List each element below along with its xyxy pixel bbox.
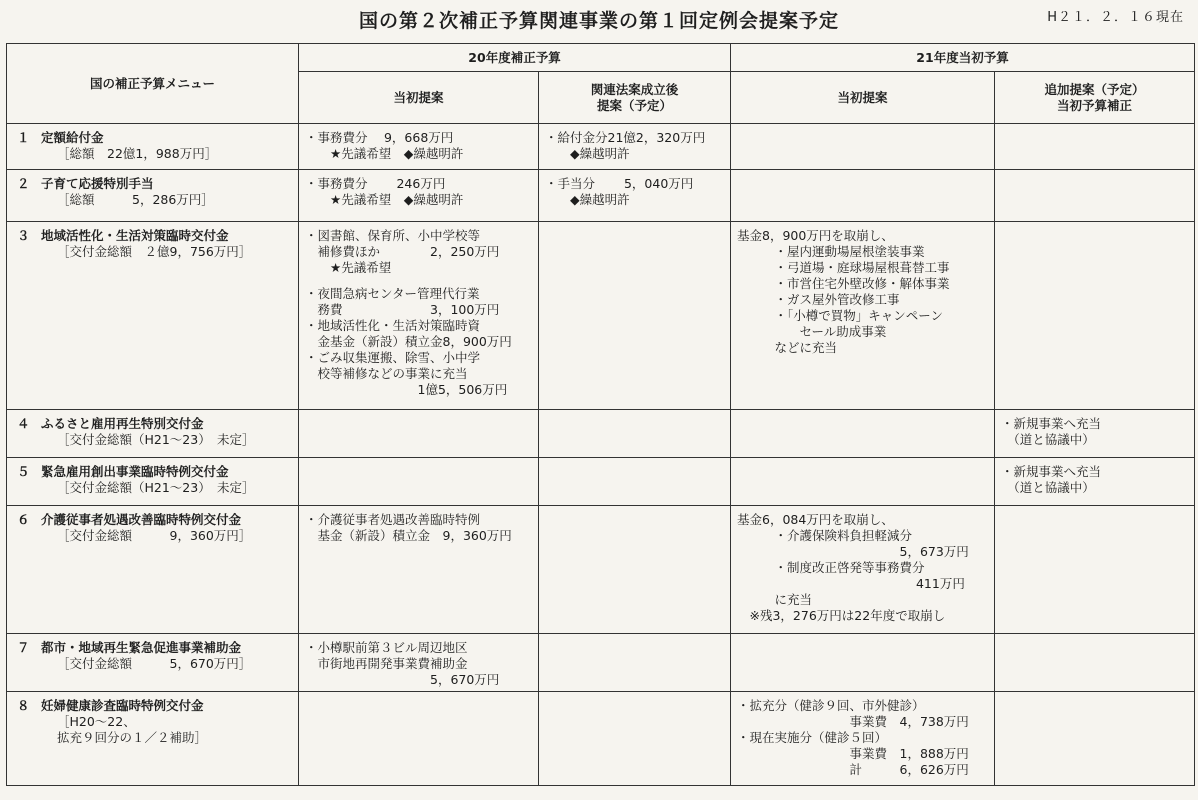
cell-fy21-initial (731, 124, 995, 170)
cell-line: 基金8，900万円を取崩し、 (737, 228, 894, 243)
cell-fy21-initial (731, 222, 995, 410)
cell-line: 基金6，084万円を取崩し、 (737, 512, 894, 527)
item-title: 介護従事者処遇改善臨時特例交付金 (41, 512, 242, 527)
cell-line: などに充当 (737, 340, 838, 355)
cell-fy21-additional (995, 634, 1195, 692)
cell-line: ・市営住宅外壁改修・解体事業 (737, 276, 950, 291)
row-heading (7, 222, 299, 410)
page-title: 国の第２次補正予算関連事業の第１回定例会提案予定 (358, 10, 839, 32)
cell-fy21-initial (731, 634, 995, 692)
cell-fy20-initial (299, 170, 539, 222)
cell-line: 校等補修などの事業に充当 (305, 366, 468, 381)
cell-fy21-additional (995, 458, 1195, 506)
item-number: ２ (17, 176, 30, 191)
cell-line: 事業費 1，888万円 (737, 746, 969, 761)
cell-fy21-additional (995, 222, 1195, 410)
header-line: 追加提案（予定） (1044, 81, 1145, 97)
cell-line: 5，673万円 (737, 544, 969, 559)
header-fy21: 21年度当初予算 (731, 44, 1195, 72)
cell-fy20-after-law (539, 458, 731, 506)
cell-fy20-initial (299, 634, 539, 692)
cell-line: 基金（新設）積立金 9，360万円 (305, 528, 512, 543)
cell-line: 1億5，506万円 (305, 382, 508, 397)
cell-line: 411万円 (737, 576, 965, 591)
header-fy20-initial: 当初提案 (299, 72, 539, 124)
header-fy20: 20年度補正予算 (299, 44, 731, 72)
header-line: 提案（予定） (596, 97, 672, 113)
header-fy20-after-law (539, 72, 731, 124)
cell-line: ◆繰越明許 (545, 192, 630, 207)
cell-fy20-initial (299, 692, 539, 786)
item-budget: ［交付金総額（H21～23） 未定］ (57, 432, 255, 447)
item-title: 地域活性化・生活対策臨時交付金 (41, 228, 229, 243)
cell-line: ★先議希望 ◆繰越明許 (305, 146, 464, 161)
cell-line: （道と協議中） (1001, 480, 1095, 495)
item-title: 妊婦健康診査臨時特例交付金 (41, 698, 204, 713)
header-fy21-additional (995, 72, 1195, 124)
cell-line: ・事務費分 9，668万円 (305, 130, 454, 145)
cell-line: ・拡充分（健診９回、市外健診） (737, 698, 925, 713)
cell-line: ★先議希望 ◆繰越明許 (305, 192, 464, 207)
cell-line (305, 276, 532, 286)
table-row (7, 692, 1195, 786)
cell-line: ・現在実施分（健診５回） (737, 730, 888, 745)
row-heading (7, 170, 299, 222)
row-heading (7, 458, 299, 506)
cell-line: ・屋内運動場屋根塗装事業 (737, 244, 925, 259)
item-number: ３ (17, 228, 30, 243)
item-number: １ (17, 130, 30, 145)
item-title: 子育て応援特別手当 (41, 176, 154, 191)
item-budget: ［交付金総額 ２億9，756万円］ (57, 244, 252, 259)
cell-line: セール助成事業 (737, 324, 887, 339)
cell-line: ・「小樽で買物」キャンペーン (737, 308, 944, 323)
cell-line: ・制度改正啓発等事務費分 (737, 560, 925, 575)
table-row (7, 506, 1195, 634)
cell-fy20-initial (299, 506, 539, 634)
table-row (7, 634, 1195, 692)
header-line: 当初予算補正 (1056, 97, 1132, 113)
cell-fy20-after-law (539, 506, 731, 634)
cell-fy21-initial (731, 506, 995, 634)
item-title: 定額給付金 (41, 130, 104, 145)
item-number: ５ (17, 464, 30, 479)
table-row (7, 170, 1195, 222)
cell-fy20-after-law (539, 692, 731, 786)
header-menu: 国の補正予算メニュー (7, 44, 299, 124)
table-row (7, 458, 1195, 506)
cell-line: ・夜間急病センター管理代行業 (305, 286, 480, 301)
row-heading (7, 124, 299, 170)
item-budget: ［交付金総額（H21～23） 未定］ (57, 480, 255, 495)
cell-fy20-after-law (539, 634, 731, 692)
cell-fy20-after-law (539, 170, 731, 222)
cell-line: 金基金（新設）積立金8，900万円 (305, 334, 512, 349)
cell-line: ★先議希望 (305, 260, 392, 275)
item-title: 都市・地域再生緊急促進事業補助金 (41, 640, 242, 655)
cell-line: ・事務費分 246万円 (305, 176, 446, 191)
item-number: ６ (17, 512, 30, 527)
table-body (7, 124, 1195, 786)
cell-line: 補修費ほか 2，250万円 (305, 244, 500, 259)
cell-fy20-after-law (539, 222, 731, 410)
cell-line: ・給付金分21億2，320万円 (545, 130, 706, 145)
item-budget: 拡充９回分の１／２補助］ (57, 730, 208, 745)
cell-line: ・地域活性化・生活対策臨時資 (305, 318, 481, 333)
cell-line: ・新規事業へ充当 (1001, 416, 1102, 431)
cell-fy21-additional (995, 506, 1195, 634)
cell-line: （道と協議中） (1001, 432, 1095, 447)
item-number: ８ (17, 698, 30, 713)
cell-fy21-additional (995, 410, 1195, 458)
cell-line: ・新規事業へ充当 (1001, 464, 1102, 479)
cell-fy21-additional (995, 124, 1195, 170)
item-title: ふるさと雇用再生特別交付金 (41, 416, 204, 431)
cell-line: 事業費 4，738万円 (737, 714, 969, 729)
cell-fy20-initial (299, 410, 539, 458)
cell-line: 5，670万円 (305, 672, 500, 687)
cell-line: ※残3，276万円は22年度で取崩し (737, 608, 946, 623)
cell-line: ・ガス屋外管改修工事 (737, 292, 900, 307)
item-number: ４ (17, 416, 30, 431)
cell-fy20-after-law (539, 124, 731, 170)
cell-line: ◆繰越明許 (545, 146, 630, 161)
row-heading (7, 692, 299, 786)
cell-line: 市街地再開発事業費補助金 (305, 656, 468, 671)
cell-line: ・手当分 5，040万円 (545, 176, 694, 191)
item-budget: ［総額 5，286万円］ (57, 192, 214, 207)
table-row (7, 124, 1195, 170)
cell-line: ・介護保険料負担軽減分 (737, 528, 913, 543)
cell-line: ・図書館、保育所、小中学校等 (305, 228, 481, 243)
cell-line: 計 6，626万円 (737, 762, 969, 777)
cell-fy21-initial (731, 458, 995, 506)
item-number: ７ (17, 640, 30, 655)
item-title: 緊急雇用創出事業臨時特例交付金 (41, 464, 229, 479)
table-row (7, 222, 1195, 410)
cell-fy20-initial (299, 458, 539, 506)
cell-fy20-initial (299, 124, 539, 170)
date-stamp: H２１．２．１６現在 (1047, 10, 1184, 25)
cell-fy21-initial (731, 692, 995, 786)
cell-fy21-initial (731, 170, 995, 222)
cell-line: 務費 3，100万円 (305, 302, 500, 317)
cell-line: に充当 (737, 592, 813, 607)
header-line: 関連法案成立後 (590, 81, 679, 97)
item-budget: ［交付金総額 5，670万円］ (57, 656, 252, 671)
cell-fy21-additional (995, 692, 1195, 786)
cell-line: ・ごみ収集運搬、除雪、小中学 (305, 350, 481, 365)
cell-fy21-initial (731, 410, 995, 458)
cell-line: ・介護従事者処遇改善臨時特例 (305, 512, 481, 527)
item-budget: ［総額 22億1，988万円］ (57, 146, 218, 161)
cell-line: ・弓道場・庭球場屋根葺替工事 (737, 260, 950, 275)
header-fy21-initial: 当初提案 (731, 72, 995, 124)
cell-line: ・小樽駅前第３ビル周辺地区 (305, 640, 468, 655)
row-heading (7, 506, 299, 634)
cell-fy20-after-law (539, 410, 731, 458)
table-row (7, 410, 1195, 458)
cell-fy21-additional (995, 170, 1195, 222)
item-budget: ［H20～22、 (57, 714, 136, 729)
budget-table (6, 43, 1195, 786)
item-budget: ［交付金総額 9，360万円］ (57, 528, 252, 543)
row-heading (7, 634, 299, 692)
row-heading (7, 410, 299, 458)
cell-fy20-initial (299, 222, 539, 410)
